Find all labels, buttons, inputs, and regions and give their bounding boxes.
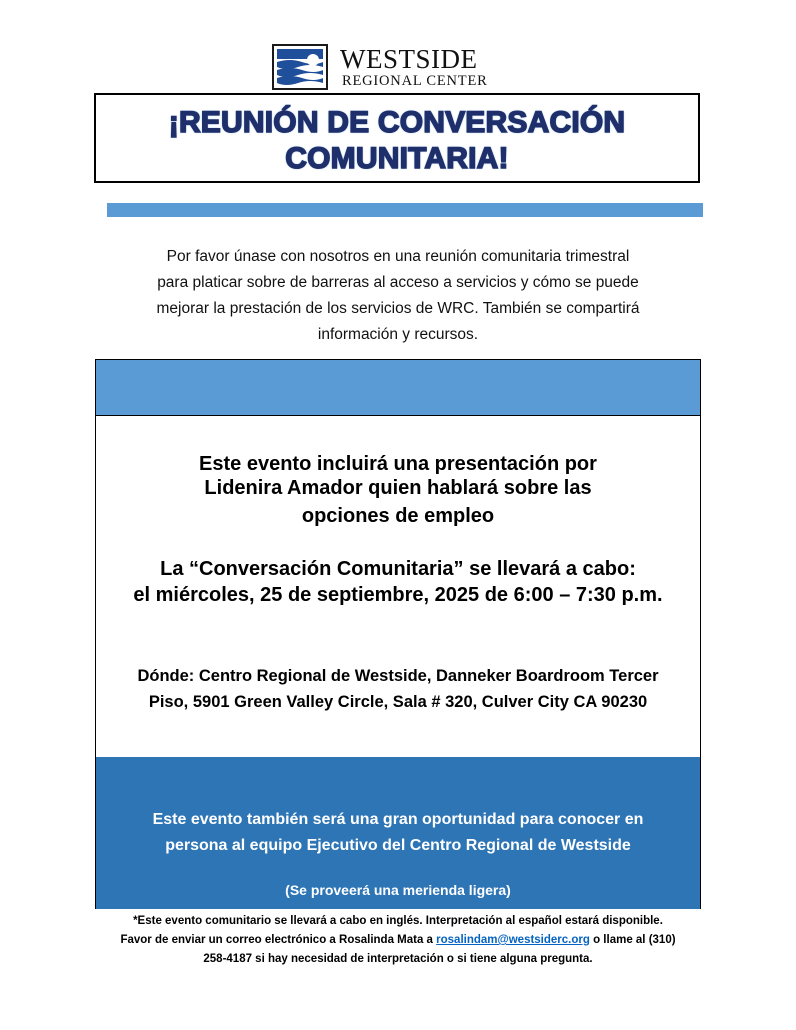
title-box — [94, 93, 700, 183]
opportunity-line-1: Este evento también será una gran oportunidad para conocer en — [152, 811, 644, 828]
email-link[interactable]: rosalindam@westsiderc.org — [436, 934, 590, 946]
waves-logo-icon — [272, 44, 328, 90]
opportunity-text — [96, 807, 700, 859]
event-date — [96, 556, 700, 608]
presentation-line-1: Este evento incluirá una presentación por — [199, 453, 597, 475]
where-line-1: Dónde: Centro Regional de Westside, Danneker Boardroom Tercer — [137, 667, 659, 685]
when-line-2: el miércoles, 25 de septiembre, 2025 de 6:00 – 7:30 p.m. — [133, 584, 663, 606]
event-details — [96, 416, 700, 756]
page-title — [96, 95, 698, 177]
event-box — [95, 359, 701, 909]
intro-line-1: Por favor únase con nosotros en una reunión comunitaria trimestral — [166, 248, 630, 265]
footnote-line-3: 258-4187 si hay necesidad de interpretación o si tiene alguna pregunta. — [203, 953, 593, 965]
title-line-1: ¡REUNIÓN DE CONVERSACIÓN — [168, 106, 626, 139]
presentation-info — [96, 452, 700, 528]
divider-bar — [107, 203, 703, 217]
intro-line-2: para platicar sobre de barreras al acceso a servicios y cómo se puede — [157, 274, 639, 291]
westside-logo — [272, 44, 492, 92]
logo-title: WESTSIDE — [340, 44, 478, 74]
opportunity-line-2: persona al equipo Ejecutivo del Centro Regional de Westside — [165, 837, 631, 854]
intro-paragraph — [110, 244, 686, 348]
presentation-line-2: Lidenira Amador quien hablará sobre las — [204, 477, 592, 499]
title-line-2: COMUNITARIA! — [285, 142, 509, 175]
footnote-line-2-before: Favor de enviar un correo electrónico a Rosalinda Mata a — [120, 934, 437, 946]
when-line-1: La “Conversación Comunitaria” se llevará a cabo: — [160, 558, 636, 580]
event-box-footer — [96, 757, 700, 909]
footnote-line-2-after: o llame al (310) — [589, 934, 676, 946]
snack-note: (Se proveerá una merienda ligera) — [285, 882, 511, 898]
logo-subtitle: REGIONAL CENTER — [342, 73, 488, 89]
event-location — [96, 663, 700, 715]
intro-line-3: mejorar la prestación de los servicios de WRC. También se compartirá — [156, 300, 640, 317]
footnote — [60, 912, 736, 969]
intro-line-4: información y recursos. — [317, 326, 479, 343]
footnote-line-2 — [60, 931, 736, 950]
footnote-line-1: *Este evento comunitario se llevará a cabo en inglés. Interpretación al español estará disponible. — [133, 915, 663, 927]
presentation-line-3: opciones de empleo — [301, 505, 495, 527]
event-box-header — [96, 360, 700, 416]
where-line-2: Piso, 5901 Green Valley Circle, Sala # 320, Culver City CA 90230 — [148, 693, 648, 711]
